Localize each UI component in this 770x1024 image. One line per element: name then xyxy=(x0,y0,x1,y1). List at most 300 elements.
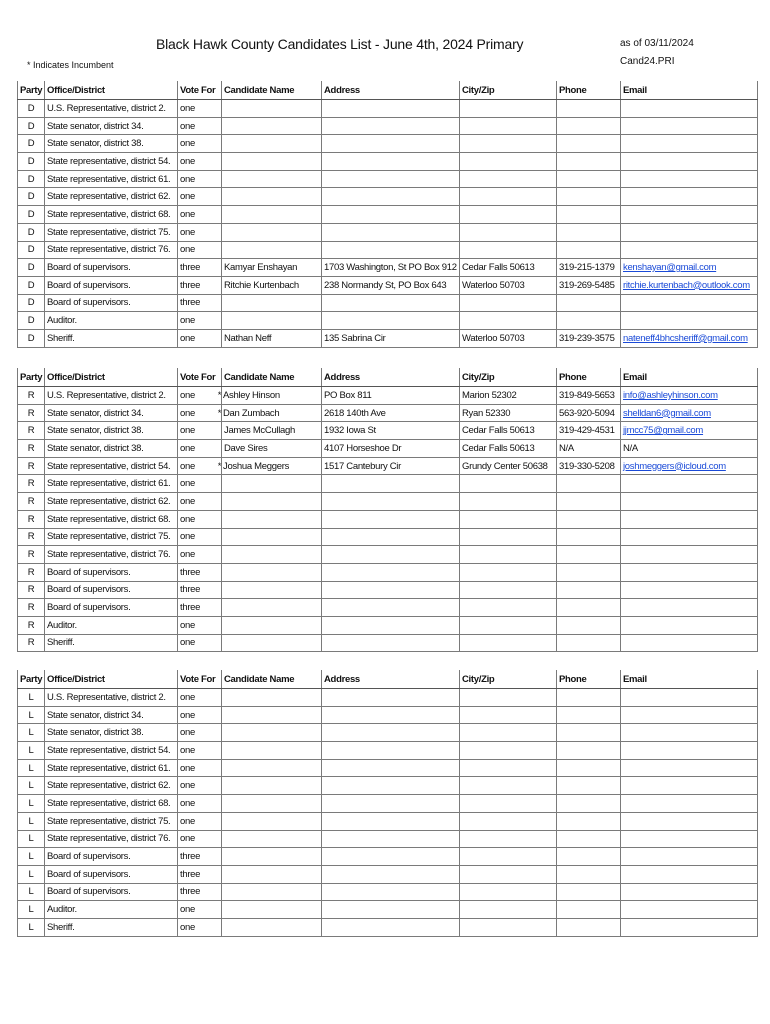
party-cell: L xyxy=(18,883,45,901)
office-cell: Board of supervisors. xyxy=(45,294,178,312)
email-cell xyxy=(621,830,758,848)
email-cell: N/A xyxy=(621,440,758,458)
candidate-name-cell xyxy=(222,724,322,742)
phone-cell: 319-269-5485 xyxy=(557,276,621,294)
vote-for-cell: three xyxy=(178,848,222,866)
city-zip-cell xyxy=(460,170,557,188)
city-zip-cell xyxy=(460,777,557,795)
candidate-name-cell xyxy=(222,563,322,581)
party-cell: D xyxy=(18,329,45,347)
col-email-header: Email xyxy=(621,81,758,100)
email-cell xyxy=(621,170,758,188)
col-party-header: Party xyxy=(18,670,45,689)
candidate-name-cell xyxy=(222,188,322,206)
office-cell: State senator, district 34. xyxy=(45,117,178,135)
party-cell: R xyxy=(18,475,45,493)
file-code: Cand24.PRI xyxy=(620,56,675,67)
table-row xyxy=(18,223,758,241)
office-cell: State representative, district 61. xyxy=(45,759,178,777)
candidate-name-cell xyxy=(222,223,322,241)
phone-cell xyxy=(557,206,621,224)
table-row xyxy=(18,865,758,883)
email-cell xyxy=(621,581,758,599)
vote-for-cell: one xyxy=(178,223,222,241)
party-cell: L xyxy=(18,724,45,742)
email-cell xyxy=(621,259,758,277)
city-zip-cell xyxy=(460,117,557,135)
col-city-header: City/Zip xyxy=(460,81,557,100)
candidate-name-cell xyxy=(222,100,322,118)
office-cell: State senator, district 34. xyxy=(45,706,178,724)
col-address-header: Address xyxy=(322,81,460,100)
col-vote-header: Vote For xyxy=(178,670,222,689)
office-cell: U.S. Representative, district 2. xyxy=(45,100,178,118)
phone-cell xyxy=(557,223,621,241)
address-cell xyxy=(322,241,460,259)
address-cell: 2618 140th Ave xyxy=(322,404,460,422)
party-cell: R xyxy=(18,616,45,634)
party-cell: R xyxy=(18,528,45,546)
party-cell: L xyxy=(18,848,45,866)
vote-for-cell: one xyxy=(178,510,222,528)
city-zip-cell xyxy=(460,742,557,760)
address-cell: 4107 Horseshoe Dr xyxy=(322,440,460,458)
phone-cell xyxy=(557,546,621,564)
col-party-header: Party xyxy=(18,368,45,387)
city-zip-cell xyxy=(460,493,557,511)
table-row xyxy=(18,457,758,475)
email-cell xyxy=(621,329,758,347)
email-link[interactable]: joshmeggers@icloud.com xyxy=(623,460,726,472)
email-cell xyxy=(621,848,758,866)
email-cell xyxy=(621,188,758,206)
email-cell xyxy=(621,100,758,118)
city-zip-cell xyxy=(460,223,557,241)
candidate-name-cell xyxy=(222,812,322,830)
email-cell xyxy=(621,901,758,919)
address-cell xyxy=(322,599,460,617)
address-cell xyxy=(322,117,460,135)
incumbent-marker: * xyxy=(217,460,222,472)
col-office-header: Office/District xyxy=(45,670,178,689)
office-cell: Board of supervisors. xyxy=(45,883,178,901)
email-cell xyxy=(621,241,758,259)
vote-for-cell: three xyxy=(178,865,222,883)
party-cell: L xyxy=(18,865,45,883)
party-cell: R xyxy=(18,493,45,511)
office-cell: U.S. Representative, district 2. xyxy=(45,387,178,405)
email-cell xyxy=(621,546,758,564)
table-row xyxy=(18,848,758,866)
candidate-name: Nathan Neff xyxy=(224,332,272,344)
city-zip-cell: Cedar Falls 50613 xyxy=(460,422,557,440)
party-cell: L xyxy=(18,706,45,724)
city-zip-cell xyxy=(460,759,557,777)
vote-for-cell: one xyxy=(178,546,222,564)
table-row xyxy=(18,241,758,259)
table-row xyxy=(18,830,758,848)
table-row xyxy=(18,329,758,347)
city-zip-cell: Cedar Falls 50613 xyxy=(460,440,557,458)
phone-cell: 319-215-1379 xyxy=(557,259,621,277)
email-link[interactable]: ritchie.kurtenbach@outlook.com xyxy=(623,279,750,291)
party-cell: L xyxy=(18,901,45,919)
candidate-name-cell xyxy=(222,689,322,707)
email-cell xyxy=(621,510,758,528)
vote-for-cell: three xyxy=(178,563,222,581)
office-cell: Sheriff. xyxy=(45,329,178,347)
phone-cell xyxy=(557,795,621,813)
city-zip-cell xyxy=(460,475,557,493)
libertarian-candidates-table xyxy=(17,670,758,937)
candidate-name-cell xyxy=(222,329,322,347)
address-cell xyxy=(322,812,460,830)
vote-for-cell: one xyxy=(178,742,222,760)
city-zip-cell xyxy=(460,510,557,528)
incumbent-marker: * xyxy=(217,389,222,401)
party-cell: R xyxy=(18,510,45,528)
candidate-name-cell xyxy=(222,170,322,188)
candidate-name-cell xyxy=(222,830,322,848)
phone-cell xyxy=(557,777,621,795)
email-cell xyxy=(621,616,758,634)
city-zip-cell: Marion 52302 xyxy=(460,387,557,405)
city-zip-cell xyxy=(460,100,557,118)
party-cell: D xyxy=(18,312,45,330)
candidate-name-cell xyxy=(222,276,322,294)
office-cell: State representative, district 76. xyxy=(45,241,178,259)
candidate-name-cell xyxy=(222,153,322,171)
city-zip-cell xyxy=(460,901,557,919)
phone-cell: 319-429-4531 xyxy=(557,422,621,440)
address-cell: 1932 Iowa St xyxy=(322,422,460,440)
candidate-name-cell xyxy=(222,918,322,936)
vote-for-cell: three xyxy=(178,259,222,277)
city-zip-cell xyxy=(460,153,557,171)
table-row xyxy=(18,510,758,528)
office-cell: State representative, district 54. xyxy=(45,742,178,760)
office-cell: Board of supervisors. xyxy=(45,848,178,866)
city-zip-cell xyxy=(460,795,557,813)
candidate-name: Ashley Hinson xyxy=(223,389,280,401)
table-row xyxy=(18,563,758,581)
city-zip-cell xyxy=(460,188,557,206)
candidate-name: Dan Zumbach xyxy=(223,407,280,419)
candidate-name-cell xyxy=(222,706,322,724)
vote-for-cell: one xyxy=(178,634,222,652)
office-cell: Sheriff. xyxy=(45,634,178,652)
vote-for-cell: one xyxy=(178,475,222,493)
table-row xyxy=(18,206,758,224)
office-cell: State senator, district 34. xyxy=(45,404,178,422)
col-candidate-header: Candidate Name xyxy=(222,81,322,100)
city-zip-cell xyxy=(460,830,557,848)
table-row xyxy=(18,918,758,936)
email-cell xyxy=(621,759,758,777)
vote-for-cell: three xyxy=(178,581,222,599)
address-cell xyxy=(322,918,460,936)
table-row xyxy=(18,493,758,511)
address-cell xyxy=(322,493,460,511)
candidate-name-cell xyxy=(222,865,322,883)
phone-cell xyxy=(557,901,621,919)
vote-for-cell: one xyxy=(178,170,222,188)
party-cell: D xyxy=(18,170,45,188)
phone-cell xyxy=(557,848,621,866)
email-link[interactable]: kenshayan@gmail.com xyxy=(623,262,717,274)
candidate-name-cell xyxy=(222,440,322,458)
col-phone-header: Phone xyxy=(557,670,621,689)
candidate-name-cell xyxy=(222,475,322,493)
table-header-row xyxy=(18,368,758,387)
party-cell: D xyxy=(18,188,45,206)
address-cell xyxy=(322,689,460,707)
address-cell xyxy=(322,206,460,224)
phone-cell xyxy=(557,241,621,259)
phone-cell xyxy=(557,759,621,777)
table-row xyxy=(18,117,758,135)
email-cell xyxy=(621,457,758,475)
candidate-name-cell xyxy=(222,742,322,760)
col-address-header: Address xyxy=(322,670,460,689)
vote-for-cell: one xyxy=(178,153,222,171)
party-cell: R xyxy=(18,387,45,405)
col-city-header: City/Zip xyxy=(460,670,557,689)
phone-cell xyxy=(557,706,621,724)
address-cell xyxy=(322,223,460,241)
address-cell xyxy=(322,546,460,564)
vote-for-cell: three xyxy=(178,276,222,294)
candidate-name-cell xyxy=(222,634,322,652)
city-zip-cell xyxy=(460,528,557,546)
candidate-name-cell xyxy=(222,546,322,564)
address-cell xyxy=(322,706,460,724)
email-cell xyxy=(621,689,758,707)
office-cell: State representative, district 54. xyxy=(45,457,178,475)
address-cell xyxy=(322,312,460,330)
party-cell: R xyxy=(18,457,45,475)
candidate-name: Dave Sires xyxy=(224,442,268,454)
candidate-name-cell xyxy=(222,777,322,795)
office-cell: State representative, district 61. xyxy=(45,475,178,493)
phone-cell: 563-920-5094 xyxy=(557,404,621,422)
col-address-header: Address xyxy=(322,368,460,387)
address-cell xyxy=(322,563,460,581)
address-cell xyxy=(322,795,460,813)
vote-for-cell: three xyxy=(178,294,222,312)
vote-for-cell: three xyxy=(178,883,222,901)
city-zip-cell: Waterloo 50703 xyxy=(460,329,557,347)
phone-cell xyxy=(557,563,621,581)
email-cell xyxy=(621,634,758,652)
candidate-name-cell xyxy=(222,528,322,546)
address-cell xyxy=(322,830,460,848)
city-zip-cell: Ryan 52330 xyxy=(460,404,557,422)
office-cell: Auditor. xyxy=(45,901,178,919)
incumbent-marker: * xyxy=(217,407,222,419)
phone-cell xyxy=(557,616,621,634)
col-office-header: Office/District xyxy=(45,368,178,387)
table-row xyxy=(18,422,758,440)
email-link[interactable]: nateneff4bhcsheriff@gmail.com xyxy=(623,332,748,344)
as-of-date: as of 03/11/2024 xyxy=(620,38,694,49)
city-zip-cell xyxy=(460,206,557,224)
email-link[interactable]: shelldan6@gmail.com xyxy=(623,407,711,419)
vote-for-cell: one xyxy=(178,724,222,742)
office-cell: Board of supervisors. xyxy=(45,599,178,617)
address-cell xyxy=(322,581,460,599)
email-cell xyxy=(621,795,758,813)
candidate-name-cell xyxy=(222,759,322,777)
candidate-name: Ritchie Kurtenbach xyxy=(224,279,299,291)
email-cell xyxy=(621,404,758,422)
office-cell: State representative, district 68. xyxy=(45,510,178,528)
address-cell: 135 Sabrina Cir xyxy=(322,329,460,347)
table-row xyxy=(18,599,758,617)
office-cell: Board of supervisors. xyxy=(45,259,178,277)
phone-cell xyxy=(557,528,621,546)
phone-cell xyxy=(557,493,621,511)
col-party-header: Party xyxy=(18,81,45,100)
vote-for-cell: one xyxy=(178,759,222,777)
party-cell: L xyxy=(18,795,45,813)
office-cell: Auditor. xyxy=(45,616,178,634)
phone-cell xyxy=(557,135,621,153)
table-row xyxy=(18,188,758,206)
city-zip-cell xyxy=(460,848,557,866)
address-cell xyxy=(322,475,460,493)
vote-for-cell: one xyxy=(178,188,222,206)
phone-cell xyxy=(557,724,621,742)
candidate-name-cell xyxy=(222,312,322,330)
office-cell: State representative, district 68. xyxy=(45,206,178,224)
email-cell xyxy=(621,563,758,581)
city-zip-cell xyxy=(460,599,557,617)
office-cell: State representative, district 68. xyxy=(45,795,178,813)
party-cell: R xyxy=(18,404,45,422)
office-cell: State representative, district 54. xyxy=(45,153,178,171)
office-cell: State senator, district 38. xyxy=(45,135,178,153)
office-cell: State representative, district 76. xyxy=(45,830,178,848)
col-candidate-header: Candidate Name xyxy=(222,368,322,387)
party-cell: R xyxy=(18,563,45,581)
candidate-name-cell xyxy=(222,795,322,813)
address-cell xyxy=(322,759,460,777)
vote-for-cell: one xyxy=(178,493,222,511)
city-zip-cell xyxy=(460,865,557,883)
table-row xyxy=(18,901,758,919)
office-cell: State representative, district 75. xyxy=(45,223,178,241)
email-cell xyxy=(621,475,758,493)
vote-for-cell: one xyxy=(178,117,222,135)
table-row xyxy=(18,883,758,901)
email-link[interactable]: info@ashleyhinson.com xyxy=(623,389,718,401)
vote-for-cell: one xyxy=(178,440,222,458)
phone-cell xyxy=(557,117,621,135)
phone-cell xyxy=(557,865,621,883)
candidate-name-cell xyxy=(222,616,322,634)
phone-cell xyxy=(557,294,621,312)
email-cell xyxy=(621,528,758,546)
republican-candidates-table xyxy=(17,368,758,652)
col-vote-header: Vote For xyxy=(178,81,222,100)
office-cell: State representative, district 61. xyxy=(45,170,178,188)
city-zip-cell xyxy=(460,294,557,312)
party-cell: R xyxy=(18,440,45,458)
candidate-name-cell xyxy=(222,241,322,259)
office-cell: Board of supervisors. xyxy=(45,865,178,883)
city-zip-cell xyxy=(460,135,557,153)
phone-cell xyxy=(557,883,621,901)
phone-cell: 319-849-5653 xyxy=(557,387,621,405)
party-cell: L xyxy=(18,689,45,707)
party-cell: D xyxy=(18,294,45,312)
vote-for-cell: one xyxy=(178,329,222,347)
vote-for-cell: one xyxy=(178,312,222,330)
candidate-name-cell xyxy=(222,493,322,511)
vote-for-cell: one xyxy=(178,404,222,422)
candidate-name-cell xyxy=(222,510,322,528)
col-vote-header: Vote For xyxy=(178,368,222,387)
candidate-name-cell xyxy=(217,387,322,405)
candidate-name-cell xyxy=(222,206,322,224)
table-row xyxy=(18,475,758,493)
address-cell xyxy=(322,100,460,118)
address-cell xyxy=(322,901,460,919)
table-row xyxy=(18,795,758,813)
city-zip-cell xyxy=(460,312,557,330)
candidate-name-cell xyxy=(222,259,322,277)
phone-cell: 319-239-3575 xyxy=(557,329,621,347)
candidate-name-cell xyxy=(222,848,322,866)
party-cell: L xyxy=(18,918,45,936)
phone-cell xyxy=(557,830,621,848)
phone-cell xyxy=(557,742,621,760)
vote-for-cell: one xyxy=(178,616,222,634)
office-cell: State representative, district 62. xyxy=(45,493,178,511)
email-cell xyxy=(621,387,758,405)
email-cell xyxy=(621,777,758,795)
vote-for-cell: one xyxy=(178,901,222,919)
office-cell: Board of supervisors. xyxy=(45,563,178,581)
city-zip-cell: Cedar Falls 50613 xyxy=(460,259,557,277)
email-cell xyxy=(621,153,758,171)
address-cell: 1703 Washington, St PO Box 912 xyxy=(322,259,460,277)
party-cell: R xyxy=(18,422,45,440)
party-cell: L xyxy=(18,777,45,795)
email-cell xyxy=(621,742,758,760)
table-row xyxy=(18,706,758,724)
address-cell xyxy=(322,865,460,883)
email-cell xyxy=(621,223,758,241)
vote-for-cell: one xyxy=(178,206,222,224)
party-cell: D xyxy=(18,223,45,241)
address-cell xyxy=(322,528,460,546)
col-email-header: Email xyxy=(621,670,758,689)
address-cell xyxy=(322,777,460,795)
candidate-name: Joshua Meggers xyxy=(223,460,290,472)
party-cell: D xyxy=(18,153,45,171)
vote-for-cell: one xyxy=(178,706,222,724)
table-row xyxy=(18,689,758,707)
email-link[interactable]: jjmcc75@gmail.com xyxy=(623,425,704,437)
address-cell: PO Box 811 xyxy=(322,387,460,405)
office-cell: State senator, district 38. xyxy=(45,422,178,440)
party-cell: R xyxy=(18,581,45,599)
office-cell: State representative, district 76. xyxy=(45,546,178,564)
vote-for-cell: one xyxy=(178,689,222,707)
democratic-candidates-table xyxy=(17,81,758,348)
